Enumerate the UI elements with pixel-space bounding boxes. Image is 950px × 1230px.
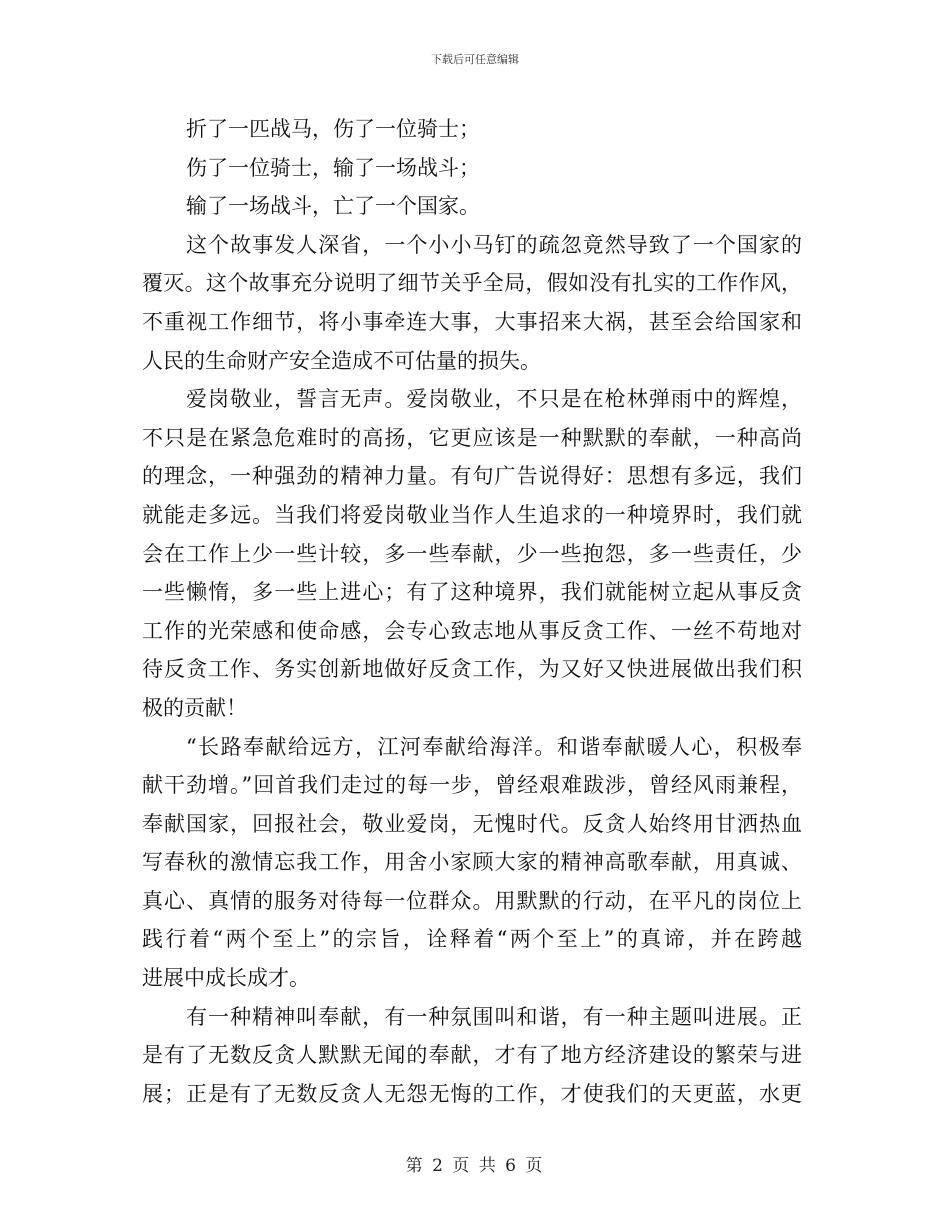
document-body — [142, 110, 802, 1113]
paragraph-line: “长路奉献给远方，江河奉献给海洋。和谐奉献暖人心，积极奉 — [186, 734, 802, 759]
paragraph-3 — [142, 728, 802, 998]
paragraph-line: 一些懒惰，多一些上进心；有了这种境界，我们就能树立起从事反贪 — [142, 580, 802, 605]
paragraph-line: 就能走多远。当我们将爱岗敬业当作人生追求的一种境界时，我们就 — [142, 502, 802, 527]
paragraph-1 — [142, 226, 802, 380]
paragraph-2 — [142, 380, 802, 727]
verse-line: 伤了一位骑士，输了一场战斗； — [186, 155, 480, 180]
paragraph-line: 爱岗敬业，誓言无声。爱岗敬业，不只是在枪林弹雨中的辉煌， — [186, 387, 802, 412]
paragraph-line: 的理念，一种强劲的精神力量。有句广告说得好：思想有多远，我们 — [142, 464, 802, 489]
paragraph-line: 不重视工作细节，将小事牵连大事，大事招来大祸，甚至会给国家和 — [142, 309, 802, 334]
paragraph-line: 有一种精神叫奉献，有一种氛围叫和谐，有一种主题叫进展。正 — [186, 1004, 802, 1029]
page-number: 第 2 页 共 6 页 — [405, 1156, 545, 1176]
paragraph-line: 献干劲增。”回首我们走过的每一步，曾经艰难跋涉，曾经风雨兼程， — [142, 773, 802, 798]
paragraph-line: 极的贡献！ — [142, 695, 247, 720]
paragraph-line: 人民的生命财产安全造成不可估量的损失。 — [142, 348, 541, 373]
paragraph-4 — [142, 998, 802, 1114]
paragraph-line: 会在工作上少一些计较，多一些奉献，少一些抱怨，多一些责任，少 — [142, 541, 802, 566]
paragraph-line: 不只是在紧急危难时的高扬，它更应该是一种默默的奉献，一种高尚 — [142, 425, 802, 450]
paragraph-line: 写春秋的激情忘我工作，用舍小家顾大家的精神高歌奉献，用真诚、 — [142, 850, 802, 875]
paragraph-line: 进展中成长成才。 — [142, 966, 310, 991]
paragraph-line: 待反贪工作、务实创新地做好反贪工作，为又好又快进展做出我们积 — [142, 657, 802, 682]
paragraph-line: 这个故事发人深省，一个小小马钉的疏忽竟然导致了一个国家的 — [186, 232, 802, 257]
verse-line: 折了一匹战马，伤了一位骑士； — [186, 117, 480, 141]
verse-block — [142, 110, 802, 226]
paragraph-line: 奉献国家，回报社会，敬业爱岗，无愧时代。反贪人始终用甘洒热血 — [142, 811, 802, 836]
paragraph-line: 践行着“两个至上”的宗旨，诠释着“两个至上”的真谛，并在跨越 — [142, 927, 802, 952]
paragraph-line: 覆灭。这个故事充分说明了细节关乎全局，假如没有扎实的工作作风， — [142, 271, 802, 296]
paragraph-line: 是有了无数反贪人默默无闻的奉献，才有了地方经济建设的繁荣与进 — [142, 1043, 802, 1068]
paragraph-line: 工作的光荣感和使命感，会专心致志地从事反贪工作、一丝不苟地对 — [142, 618, 802, 643]
verse-line: 输了一场战斗，亡了一个国家。 — [186, 194, 480, 219]
paragraph-line: 真心、真情的服务对待每一位群众。用默默的行动，在平凡的岗位上 — [142, 888, 802, 913]
paragraph-line: 展；正是有了无数反贪人无怨无悔的工作，才使我们的天更蓝，水更 — [142, 1081, 802, 1106]
page-header: 下载后可任意编辑 — [431, 53, 519, 66]
